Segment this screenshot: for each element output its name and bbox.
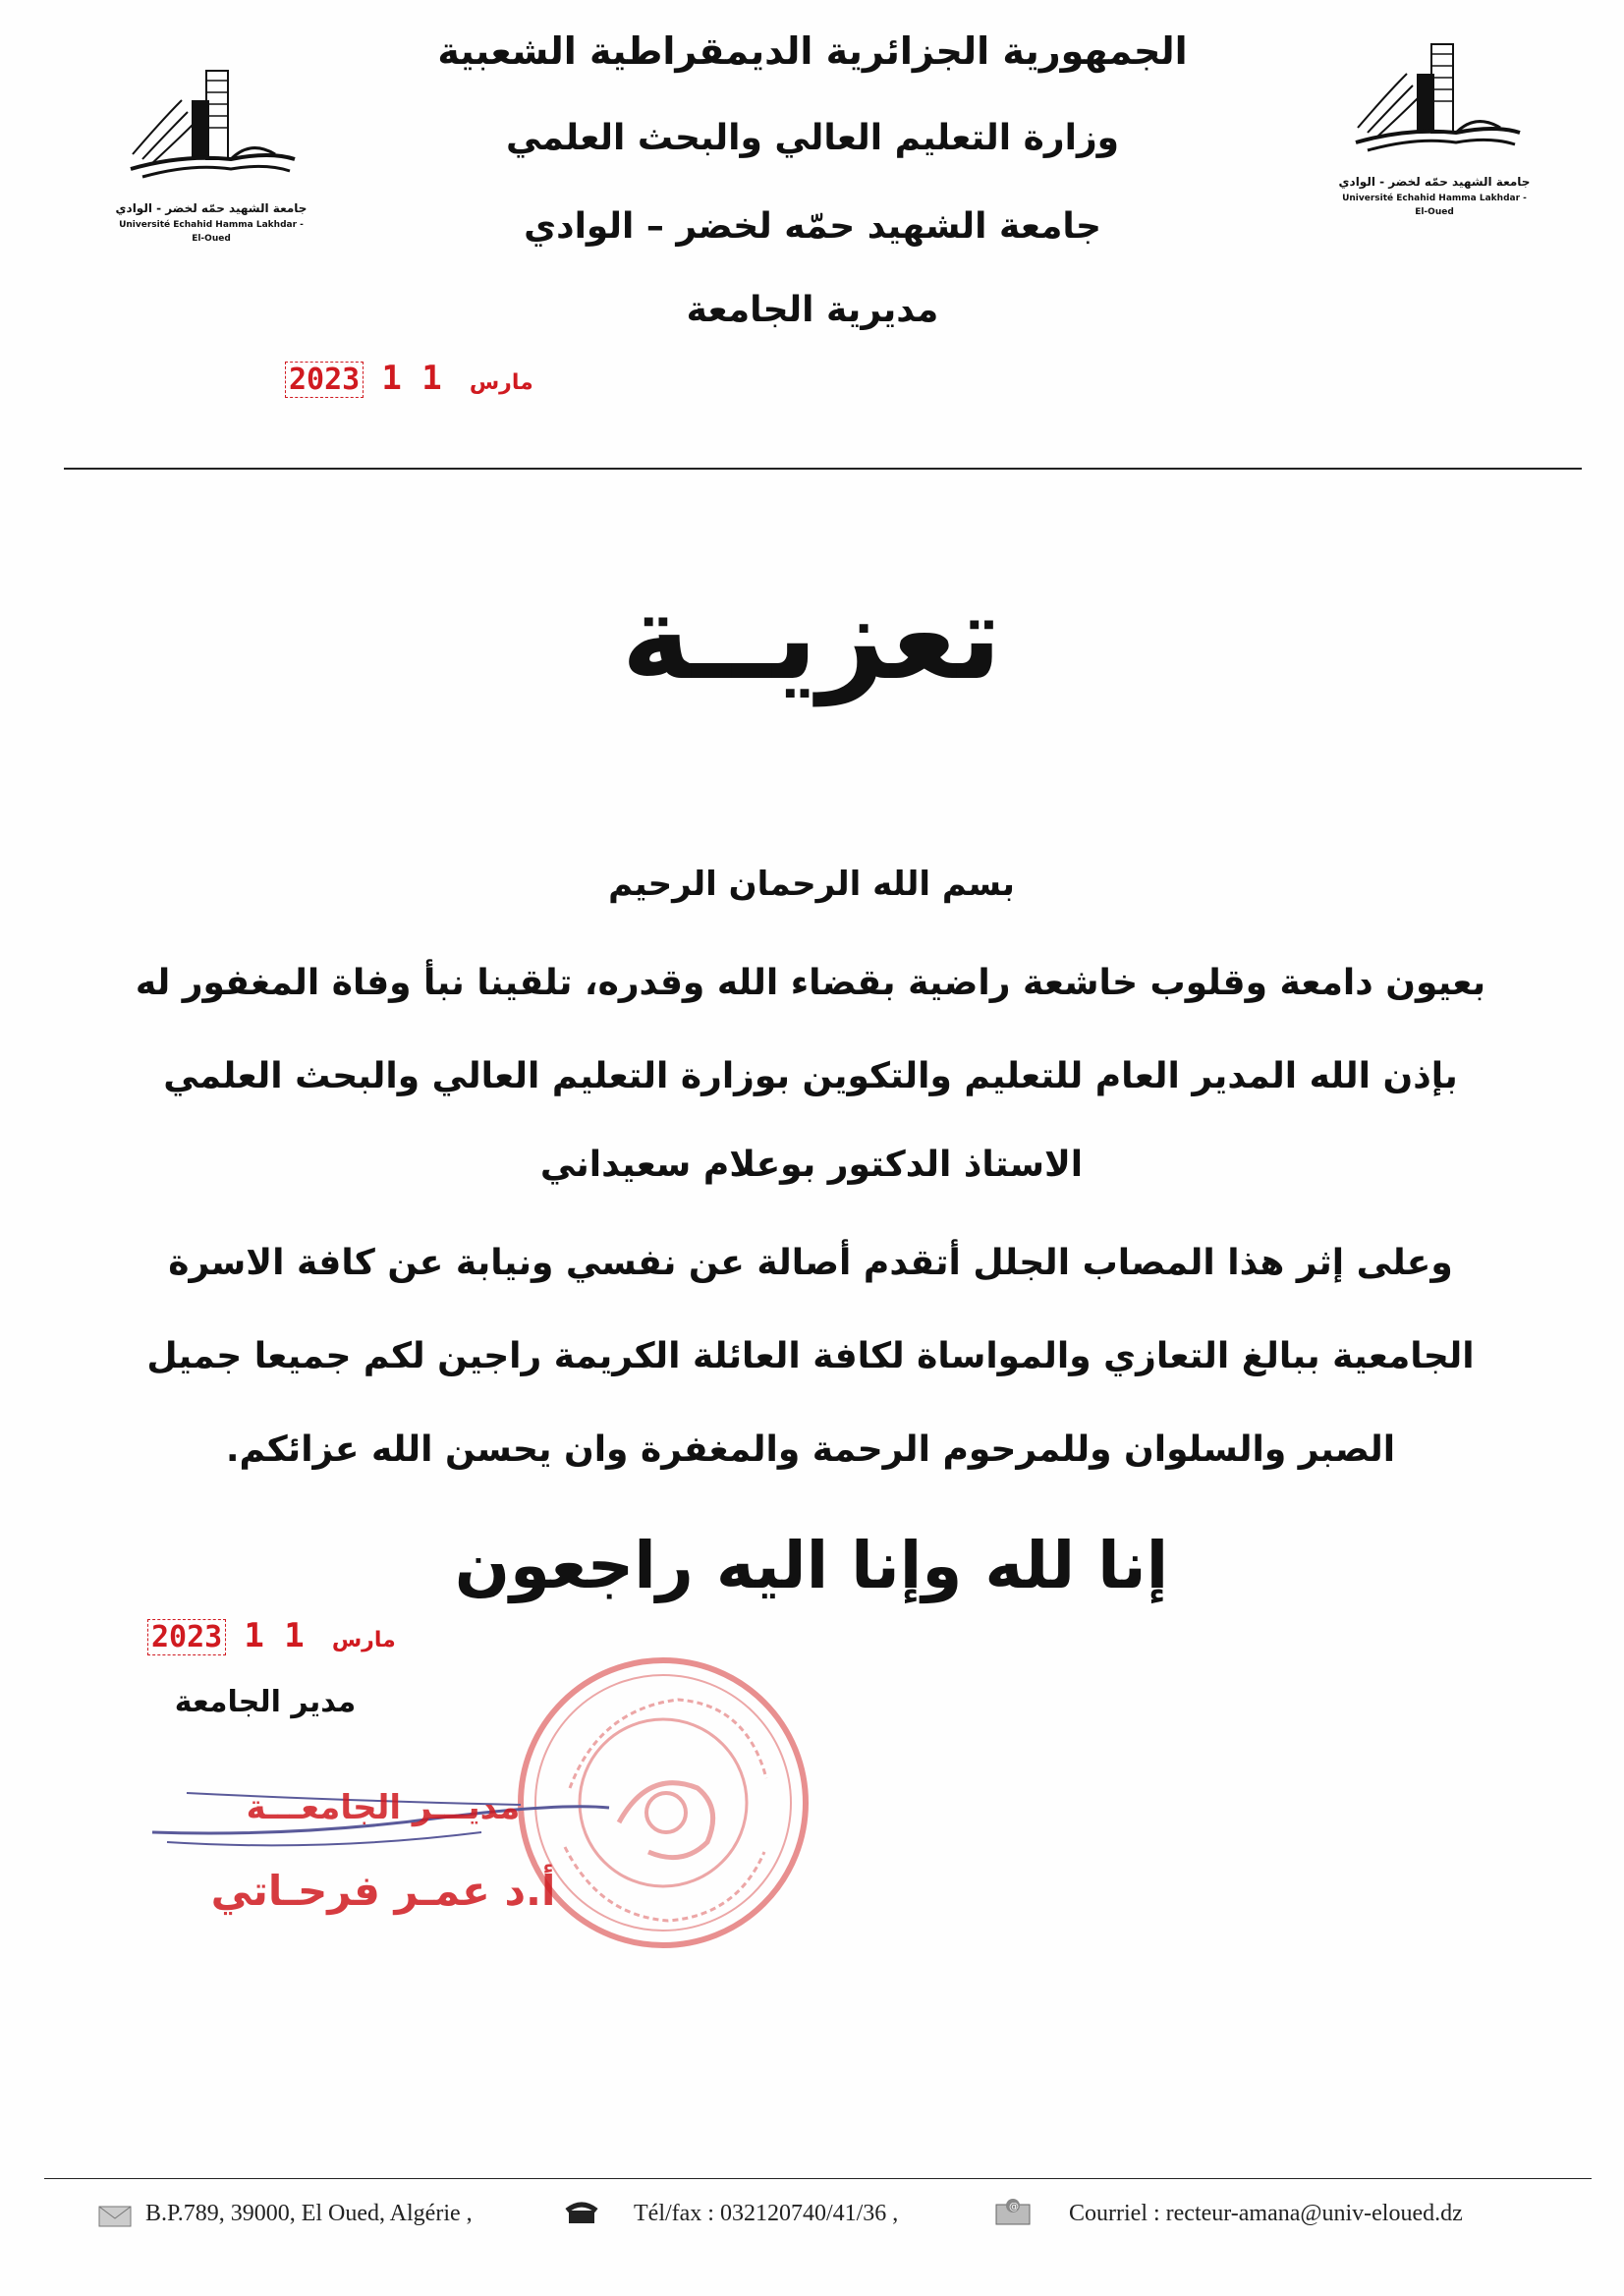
date-stamp-year: 2023 — [285, 362, 364, 398]
header-university: جامعة الشهيد حمّه لخضر – الوادي — [524, 206, 1101, 247]
logo-caption-fr-right: Université Echahid Hamma Lakhdar - El-Oued — [1342, 194, 1527, 217]
date-stamp-day: 1 1 — [244, 1616, 305, 1655]
date-stamp-month: مارس — [469, 370, 533, 395]
page-title: تعزيــة — [621, 570, 1002, 706]
logo-caption-ar-left: جامعة الشهيد حمّه لخضر - الوادي — [115, 201, 308, 215]
date-stamp-month: مارس — [331, 1628, 396, 1652]
body-line-1: بعيون دامعة وقلوب خاشعة راضية بقضاء الله وقدره، تلقينا نبأ وفاة المغفور له — [135, 963, 1486, 1003]
basmala: بسم الله الرحمان الرحيم — [608, 865, 1015, 904]
signatory-role: مدير الجامعة — [174, 1685, 357, 1719]
date-stamp-day: 1 1 — [381, 359, 442, 398]
email-icon — [995, 2197, 1031, 2226]
header-divider — [64, 468, 1582, 470]
footer-address: B.P.789, 39000, El Oued, Algérie , — [145, 2201, 473, 2226]
logo-caption-fr-left: Université Echahid Hamma Lakhdar - El-Oued — [119, 220, 304, 244]
date-stamp-year: 2023 — [147, 1619, 226, 1655]
footer-divider — [44, 2178, 1592, 2179]
body-line-2: بإذن الله المدير العام للتعليم والتكوين بوزارة التعليم العالي والبحث العلمي — [163, 1056, 1458, 1096]
header-ministry: وزارة التعليم العالي والبحث العلمي — [505, 118, 1120, 158]
university-logo-icon — [1348, 34, 1525, 172]
closing-phrase: إنا لله وإنا اليه راجعون — [454, 1528, 1169, 1603]
svg-text:@: @ — [1009, 2202, 1019, 2212]
footer-email-link[interactable]: Courriel : recteur-amana@univ-eloued.dz — [1069, 2201, 1463, 2226]
header-republic: الجمهورية الجزائرية الديمقراطية الشعبية — [437, 29, 1188, 73]
footer-phone: Tél/fax : 032120740/41/36 , — [634, 2201, 899, 2226]
phone-icon — [565, 2201, 598, 2224]
body-line-4: وعلى إثر هذا المصاب الجلل أتقدم أصالة عن نفسي ونيابة عن كافة الاسرة — [168, 1243, 1453, 1283]
date-stamp-bottom — [147, 1616, 406, 1655]
date-stamp-top — [285, 359, 543, 398]
body-line-5: الجامعية ببالغ التعازي والمواساة لكافة العائلة الكريمة راجين لكم جميعا جميل — [146, 1336, 1475, 1376]
mail-icon — [98, 2206, 132, 2227]
header-directorate: مديرية الجامعة — [686, 290, 939, 330]
university-logo-icon — [123, 61, 300, 198]
signature-stamp-role: مديـــر الجامعـــة — [246, 1788, 521, 1827]
logo-caption-ar-right: جامعة الشهيد حمّه لخضر - الوادي — [1338, 175, 1531, 189]
signature-name: أ.د عمـر فرحـاتي — [210, 1867, 556, 1915]
body-line-6: الصبر والسلوان وللمرحوم الرحمة والمغفرة وان يحسن الله عزائكم. — [225, 1429, 1396, 1470]
body-line-3: الاستاذ الدكتور بوعلام سعيداني — [539, 1145, 1084, 1185]
